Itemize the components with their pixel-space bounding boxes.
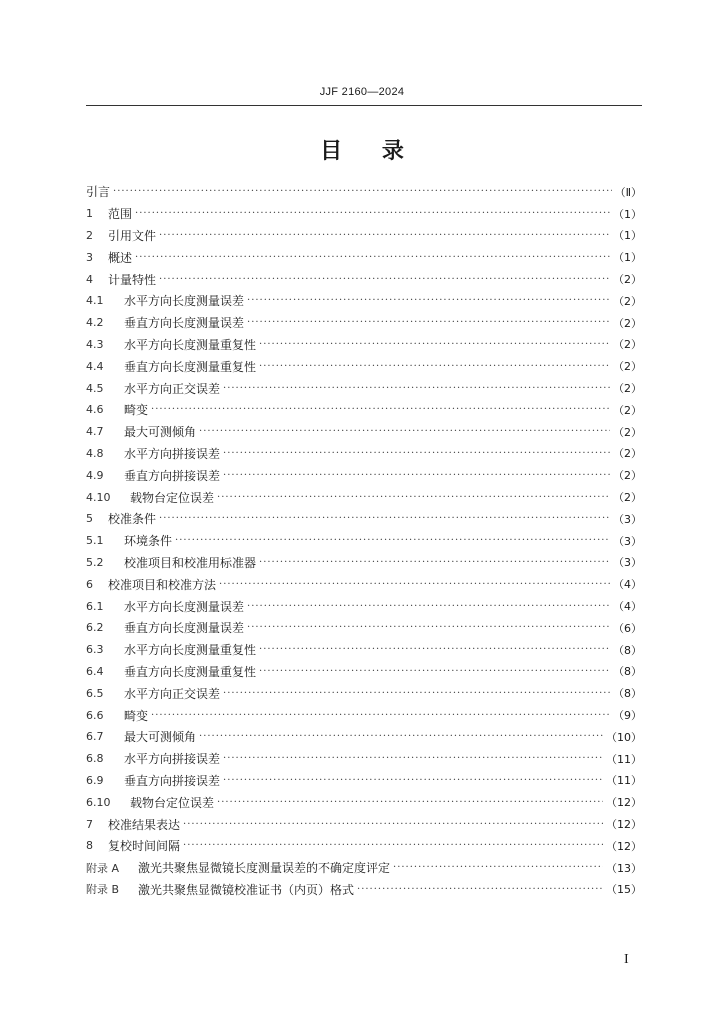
toc-page-ref: （12）	[606, 796, 642, 810]
toc-row[interactable]	[86, 879, 642, 901]
page-number: I	[624, 952, 629, 967]
toc-row[interactable]	[86, 770, 642, 792]
toc-leader-dots	[259, 339, 610, 350]
toc-page-ref: （11）	[606, 774, 642, 788]
toc-row[interactable]	[86, 225, 642, 247]
toc-leader-dots	[223, 775, 603, 786]
toc-row[interactable]	[86, 203, 642, 225]
header-divider	[86, 105, 642, 106]
toc-section-number: 4.6	[86, 403, 104, 417]
toc-page-ref: （2）	[613, 425, 642, 439]
toc-leader-dots	[393, 862, 603, 873]
toc-row[interactable]	[86, 246, 642, 268]
table-of-contents	[86, 181, 642, 900]
toc-entry-label: 校准项目和校准用标准器	[124, 555, 257, 570]
toc-section-number: 6.10	[86, 795, 111, 809]
toc-page-ref: （1）	[613, 207, 642, 221]
toc-page-ref: （3）	[613, 512, 642, 526]
toc-leader-dots	[259, 557, 610, 568]
title-char-1: 目	[320, 139, 343, 164]
toc-entry-label: 垂直方向长度测量误差	[124, 621, 245, 636]
toc-section-number: 4.7	[86, 425, 104, 439]
toc-page-ref: （2）	[613, 316, 642, 330]
toc-section-number: 4.4	[86, 359, 104, 373]
toc-section-number: 附录 B	[86, 883, 120, 897]
toc-page-ref: （2）	[613, 403, 642, 417]
toc-leader-dots	[217, 492, 610, 503]
toc-page-ref: （2）	[613, 294, 642, 308]
toc-page-ref: （12）	[606, 839, 642, 853]
toc-entry-label: 水平方向长度测量误差	[124, 294, 245, 309]
toc-row[interactable]	[86, 682, 642, 704]
toc-page-ref: （4）	[613, 578, 642, 592]
toc-row[interactable]	[86, 748, 642, 770]
toc-row[interactable]	[86, 443, 642, 465]
toc-entry-label: 概述	[108, 250, 133, 265]
document-code: JJF 2160—2024	[319, 86, 405, 98]
toc-row[interactable]	[86, 552, 642, 574]
toc-section-number: 7	[86, 817, 93, 831]
toc-page-ref: （2）	[613, 447, 642, 461]
toc-section-number: 4.3	[86, 337, 104, 351]
toc-section-number: 4.2	[86, 316, 104, 330]
toc-row[interactable]	[86, 726, 642, 748]
toc-leader-dots	[223, 383, 610, 394]
toc-section-number: 4.9	[86, 468, 104, 482]
toc-leader-dots	[217, 797, 603, 808]
toc-row[interactable]	[86, 857, 642, 879]
toc-page-ref: （Ⅱ）	[614, 185, 642, 199]
toc-section-number: 6	[86, 577, 93, 591]
toc-entry-label: 载物台定位误差	[130, 490, 215, 505]
toc-leader-dots	[357, 884, 603, 895]
toc-leader-dots	[159, 230, 610, 241]
toc-section-number: 5.1	[86, 534, 104, 548]
toc-row[interactable]	[86, 617, 642, 639]
toc-page-ref: （8）	[613, 687, 642, 701]
toc-entry-label: 校准结果表达	[108, 817, 181, 832]
toc-section-number: 3	[86, 250, 93, 264]
toc-entry-label: 计量特性	[108, 272, 157, 287]
toc-leader-dots	[247, 601, 610, 612]
toc-leader-dots	[259, 644, 610, 655]
toc-row[interactable]	[86, 573, 642, 595]
toc-section-number: 6.4	[86, 664, 104, 678]
toc-leader-dots	[199, 731, 603, 742]
toc-row[interactable]	[86, 421, 642, 443]
toc-entry-label: 垂直方向长度测量重复性	[124, 359, 257, 374]
toc-entry-label: 水平方向正交误差	[124, 381, 221, 396]
toc-leader-dots	[183, 840, 603, 851]
toc-leader-dots	[223, 448, 610, 459]
toc-entry-label: 最大可测倾角	[124, 730, 197, 745]
toc-section-number: 2	[86, 228, 93, 242]
toc-page-ref: （4）	[613, 600, 642, 614]
toc-page-ref: （10）	[606, 730, 642, 744]
toc-leader-dots	[247, 295, 610, 306]
toc-row[interactable]	[86, 268, 642, 290]
toc-page-ref: （13）	[606, 861, 642, 875]
toc-page-ref: （12）	[606, 818, 642, 831]
toc-entry-label: 激光共聚焦显微镜长度测量误差的不确定度评定	[138, 861, 391, 876]
toc-page-ref: （2）	[613, 469, 642, 483]
toc-row[interactable]	[86, 508, 642, 530]
toc-leader-dots	[223, 753, 603, 764]
toc-entry-label: 水平方向长度测量重复性	[124, 337, 257, 352]
toc-section-number: 附录 A	[86, 861, 120, 875]
toc-section-number: 8	[86, 839, 93, 853]
toc-page-ref: （1）	[613, 229, 642, 243]
toc-row[interactable]	[86, 791, 642, 813]
toc-entry-label: 畸变	[124, 403, 149, 418]
toc-section-number: 6.7	[86, 730, 104, 744]
toc-row[interactable]	[86, 813, 642, 835]
toc-entry-label: 载物台定位误差	[130, 795, 215, 810]
toc-leader-dots	[159, 274, 610, 285]
toc-row[interactable]	[86, 181, 642, 203]
toc-row[interactable]	[86, 312, 642, 334]
toc-row[interactable]	[86, 530, 642, 552]
toc-row[interactable]	[86, 399, 642, 421]
toc-entry-label: 水平方向长度测量误差	[124, 599, 245, 614]
toc-leader-dots	[247, 317, 610, 328]
toc-page-ref: （3）	[613, 556, 642, 570]
toc-row[interactable]	[86, 290, 642, 312]
toc-entry-label: 垂直方向拼接误差	[124, 468, 221, 483]
toc-row[interactable]	[86, 639, 642, 661]
toc-entry-label: 引用文件	[108, 228, 157, 243]
toc-page-ref: （8）	[613, 665, 642, 679]
toc-page-ref: （2）	[613, 382, 642, 396]
toc-page-ref: （2）	[613, 360, 642, 374]
toc-section-number: 6.2	[86, 621, 104, 635]
toc-page-ref: （2）	[613, 338, 642, 352]
toc-section-number: 4.1	[86, 294, 104, 308]
toc-page-ref: （15）	[606, 883, 642, 897]
toc-section-number: 6.9	[86, 773, 104, 787]
toc-section-number: 6.3	[86, 643, 104, 657]
toc-leader-dots	[219, 579, 610, 590]
toc-row[interactable]	[86, 661, 642, 683]
toc-page-ref: （8）	[613, 643, 642, 657]
toc-leader-dots	[183, 819, 603, 830]
toc-row[interactable]	[86, 486, 642, 508]
toc-entry-label: 激光共聚焦显微镜校准证书（内页）格式	[138, 882, 355, 897]
toc-row[interactable]	[86, 377, 642, 399]
toc-row[interactable]	[86, 334, 642, 356]
toc-page-ref: （9）	[613, 709, 642, 723]
toc-leader-dots	[223, 688, 610, 699]
toc-entry-label: 水平方向正交误差	[124, 686, 221, 701]
toc-entry-label: 水平方向长度测量重复性	[124, 643, 257, 658]
toc-section-number: 6.6	[86, 708, 104, 722]
toc-page-ref: （2）	[613, 491, 642, 505]
toc-leader-dots	[151, 710, 610, 721]
toc-section-number: 5	[86, 512, 93, 526]
toc-leader-dots	[259, 666, 610, 677]
toc-section-number: 4.5	[86, 381, 104, 395]
toc-entry-label: 最大可测倾角	[124, 425, 197, 440]
toc-section-number: 5.2	[86, 555, 104, 569]
toc-entry-label: 畸变	[124, 708, 149, 723]
toc-row[interactable]	[86, 464, 642, 486]
toc-leader-dots	[199, 426, 610, 437]
toc-entry-label: 垂直方向长度测量误差	[124, 316, 245, 331]
toc-leader-dots	[247, 622, 610, 633]
title-char-2: 录	[381, 139, 404, 164]
toc-row[interactable]	[86, 595, 642, 617]
toc-leader-dots	[259, 361, 610, 372]
toc-row[interactable]	[86, 835, 642, 857]
toc-section-number: 4.8	[86, 446, 104, 460]
toc-entry-label: 水平方向拼接误差	[124, 752, 221, 767]
toc-section-number: 6.1	[86, 599, 104, 613]
toc-entry-label: 垂直方向长度测量重复性	[124, 664, 257, 679]
toc-page-ref: （6）	[613, 621, 642, 635]
toc-section-number: 4.10	[86, 490, 111, 504]
toc-leader-dots	[175, 535, 610, 546]
toc-section-number: 4	[86, 272, 93, 286]
toc-section-number: 6.5	[86, 686, 104, 700]
toc-leader-dots	[151, 404, 610, 415]
toc-section-number: 6.8	[86, 752, 104, 766]
toc-page-ref: （11）	[606, 752, 642, 766]
toc-page-ref: （2）	[613, 273, 642, 287]
toc-leader-dots	[135, 252, 610, 263]
toc-row[interactable]	[86, 704, 642, 726]
toc-entry-label: 水平方向拼接误差	[124, 446, 221, 461]
toc-leader-dots	[113, 186, 612, 197]
toc-row[interactable]	[86, 355, 642, 377]
toc-entry-label: 垂直方向拼接误差	[124, 773, 221, 788]
toc-page-ref: （1）	[613, 251, 642, 265]
toc-entry-label: 引言	[86, 185, 111, 200]
toc-leader-dots	[159, 513, 610, 524]
toc-entry-label: 复校时间间隔	[108, 839, 181, 854]
toc-page-ref: （3）	[613, 534, 642, 548]
toc-entry-label: 校准项目和校准方法	[108, 577, 217, 592]
toc-section-number: 1	[86, 207, 93, 221]
toc-entry-label: 环境条件	[124, 534, 173, 549]
toc-leader-dots	[223, 470, 610, 481]
toc-leader-dots	[135, 208, 610, 219]
page-title	[0, 134, 724, 165]
toc-entry-label: 校准条件	[108, 512, 157, 527]
toc-entry-label: 范围	[108, 207, 133, 222]
